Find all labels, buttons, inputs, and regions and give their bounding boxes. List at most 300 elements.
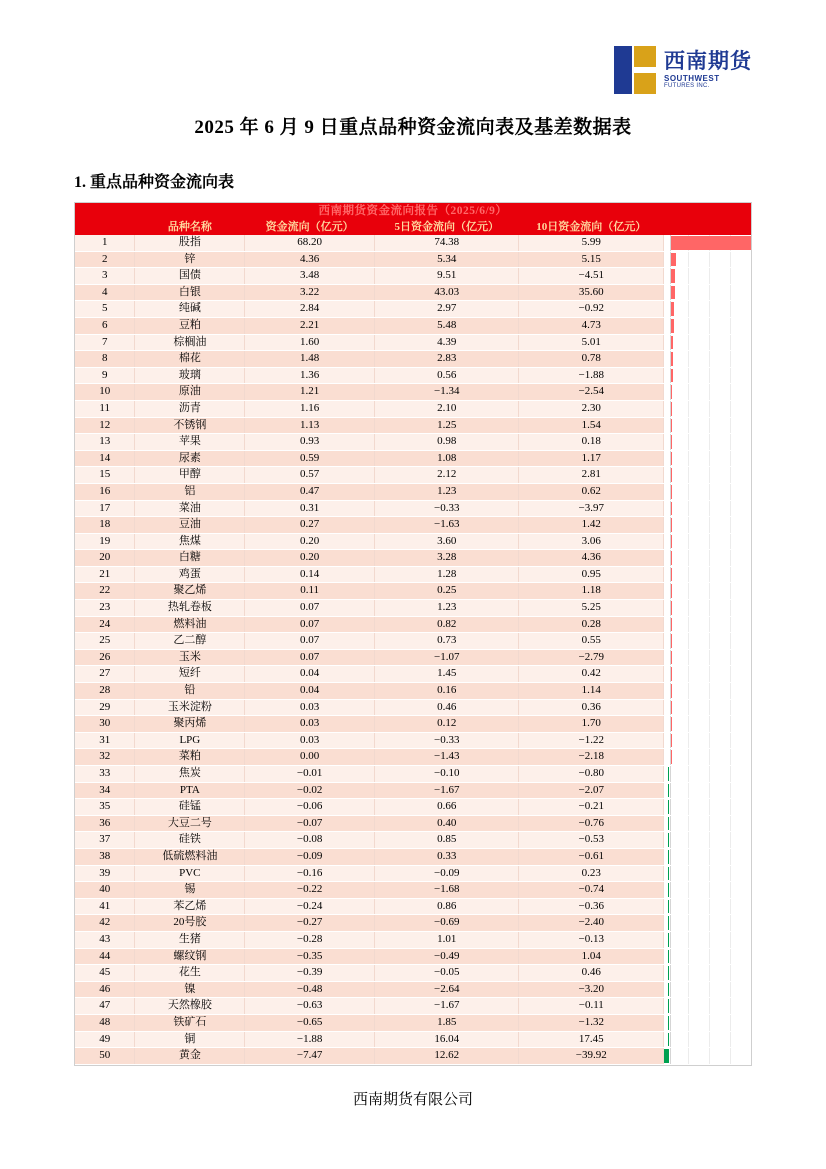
row-flow-10d-value: 0.46	[519, 965, 664, 982]
row-bar	[668, 817, 669, 831]
row-index: 37	[75, 832, 135, 849]
row-flow-10d-value: 1.42	[519, 517, 664, 534]
row-flow-value: 0.57	[245, 467, 375, 484]
row-bar	[671, 518, 672, 532]
row-bar-cell	[664, 965, 751, 982]
row-bar-cell	[664, 384, 751, 401]
table-row	[75, 633, 751, 650]
row-product-name: 白糖	[135, 550, 245, 567]
row-flow-10d-value: 5.99	[519, 235, 664, 251]
row-bar-cell	[664, 998, 751, 1015]
row-bar-cell	[664, 517, 751, 534]
row-flow-value: 0.07	[245, 616, 375, 633]
row-flow-10d-value: 1.04	[519, 948, 664, 965]
row-product-name: 原油	[135, 384, 245, 401]
table-row	[75, 782, 751, 799]
row-bar	[671, 535, 672, 549]
row-bar-cell	[664, 1048, 751, 1065]
row-flow-5d-value: −1.07	[374, 649, 519, 666]
row-flow-value: −0.02	[245, 782, 375, 799]
logo-text	[664, 51, 752, 90]
row-flow-5d-value: −1.63	[374, 517, 519, 534]
table-row	[75, 948, 751, 965]
row-index: 42	[75, 915, 135, 932]
row-flow-10d-value: −0.13	[519, 931, 664, 948]
row-index: 49	[75, 1031, 135, 1048]
row-flow-5d-value: 0.40	[374, 815, 519, 832]
row-flow-10d-value: −0.74	[519, 882, 664, 899]
row-bar	[671, 618, 672, 632]
row-bar	[671, 302, 674, 316]
table-row	[75, 301, 751, 318]
row-bar-cell	[664, 649, 751, 666]
row-flow-5d-value: 0.12	[374, 716, 519, 733]
row-flow-10d-value: 5.15	[519, 251, 664, 268]
row-flow-value: 0.03	[245, 732, 375, 749]
row-index: 18	[75, 517, 135, 534]
table-row	[75, 965, 751, 982]
row-flow-5d-value: 1.01	[374, 931, 519, 948]
row-bar-cell	[664, 351, 751, 368]
row-flow-10d-value: 5.25	[519, 600, 664, 617]
row-product-name: 白银	[135, 284, 245, 301]
row-product-name: 棉花	[135, 351, 245, 368]
table-row	[75, 666, 751, 683]
row-flow-5d-value: 0.85	[374, 832, 519, 849]
table-row	[75, 649, 751, 666]
row-flow-value: 0.47	[245, 483, 375, 500]
row-flow-value: 3.22	[245, 284, 375, 301]
row-flow-10d-value: 0.78	[519, 351, 664, 368]
row-bar-cell	[664, 467, 751, 484]
row-bar-cell	[664, 434, 751, 451]
row-flow-value: 0.04	[245, 683, 375, 700]
row-bar-cell	[664, 633, 751, 650]
row-flow-5d-value: 0.82	[374, 616, 519, 633]
row-product-name: 玻璃	[135, 367, 245, 384]
row-flow-5d-value: −1.34	[374, 384, 519, 401]
row-index: 44	[75, 948, 135, 965]
row-product-name: 甲醇	[135, 467, 245, 484]
row-index: 6	[75, 317, 135, 334]
row-index: 10	[75, 384, 135, 401]
row-bar-cell	[664, 716, 751, 733]
row-index: 46	[75, 981, 135, 998]
row-flow-5d-value: −1.68	[374, 882, 519, 899]
row-flow-value: 0.93	[245, 434, 375, 451]
row-bar	[671, 402, 672, 416]
row-index: 30	[75, 716, 135, 733]
row-bar-cell	[664, 799, 751, 816]
row-product-name: 玉米淀粉	[135, 699, 245, 716]
row-flow-5d-value: 2.12	[374, 467, 519, 484]
row-bar	[668, 1033, 670, 1047]
row-flow-5d-value: 1.28	[374, 566, 519, 583]
row-bar-cell	[664, 931, 751, 948]
row-product-name: 铁矿石	[135, 1014, 245, 1031]
row-bar-cell	[664, 683, 751, 700]
row-flow-value: −0.35	[245, 948, 375, 965]
row-index: 28	[75, 683, 135, 700]
row-flow-5d-value: 2.83	[374, 351, 519, 368]
row-bar	[671, 551, 672, 565]
row-bar	[668, 833, 669, 847]
row-bar	[671, 319, 674, 333]
row-flow-5d-value: 74.38	[374, 235, 519, 251]
row-bar-cell	[664, 334, 751, 351]
row-index: 23	[75, 600, 135, 617]
row-flow-10d-value: 2.81	[519, 467, 664, 484]
table-row	[75, 931, 751, 948]
row-flow-5d-value: 1.25	[374, 417, 519, 434]
row-flow-value: 3.48	[245, 268, 375, 285]
row-bar	[671, 269, 675, 283]
row-flow-5d-value: 1.45	[374, 666, 519, 683]
row-product-name: 铝	[135, 483, 245, 500]
row-flow-5d-value: 1.85	[374, 1014, 519, 1031]
row-flow-10d-value: 0.62	[519, 483, 664, 500]
row-index: 2	[75, 251, 135, 268]
table-row	[75, 367, 751, 384]
row-product-name: 股指	[135, 235, 245, 251]
row-flow-value: 0.04	[245, 666, 375, 683]
row-flow-10d-value: 0.23	[519, 865, 664, 882]
row-index: 3	[75, 268, 135, 285]
company-logo	[614, 46, 752, 94]
page-footer: 西南期货有限公司	[352, 1092, 473, 1108]
table-row	[75, 467, 751, 484]
row-product-name: 铜	[135, 1031, 245, 1048]
row-flow-10d-value: −0.76	[519, 815, 664, 832]
row-bar	[671, 485, 672, 499]
row-flow-value: 2.21	[245, 317, 375, 334]
row-flow-10d-value: 4.36	[519, 550, 664, 567]
row-product-name: 纯碱	[135, 301, 245, 318]
row-flow-value: 0.14	[245, 566, 375, 583]
row-flow-10d-value: 0.95	[519, 566, 664, 583]
table-row	[75, 583, 751, 600]
row-flow-5d-value: 0.98	[374, 434, 519, 451]
table-row	[75, 251, 751, 268]
row-flow-10d-value: −39.92	[519, 1048, 664, 1065]
row-flow-5d-value: −0.10	[374, 766, 519, 783]
table-row	[75, 1031, 751, 1048]
row-bar	[671, 385, 672, 399]
row-flow-10d-value: 0.18	[519, 434, 664, 451]
row-flow-5d-value: −1.67	[374, 782, 519, 799]
row-flow-value: −0.65	[245, 1014, 375, 1031]
row-index: 50	[75, 1048, 135, 1065]
row-flow-10d-value: −2.18	[519, 749, 664, 766]
row-bar-cell	[664, 666, 751, 683]
row-flow-10d-value: 35.60	[519, 284, 664, 301]
row-index: 41	[75, 898, 135, 915]
col-header-chart	[664, 219, 751, 235]
row-product-name: 聚丙烯	[135, 716, 245, 733]
row-bar-cell	[664, 1014, 751, 1031]
row-flow-10d-value: −0.80	[519, 766, 664, 783]
row-bar-cell	[664, 417, 751, 434]
row-flow-10d-value: 1.54	[519, 417, 664, 434]
row-bar-cell	[664, 600, 751, 617]
row-index: 12	[75, 417, 135, 434]
section-title-1: 1. 重点品种资金流向表	[74, 174, 235, 191]
row-bar	[668, 850, 669, 864]
row-flow-value: −0.28	[245, 931, 375, 948]
row-flow-10d-value: −2.40	[519, 915, 664, 932]
row-flow-5d-value: 1.08	[374, 450, 519, 467]
row-flow-value: −0.06	[245, 799, 375, 816]
row-bar	[671, 684, 672, 698]
table-banner-text: 西南期货资金流向报告（2025/6/9）	[75, 203, 751, 219]
row-bar	[664, 1049, 669, 1063]
row-flow-value: 0.07	[245, 600, 375, 617]
row-flow-5d-value: 0.46	[374, 699, 519, 716]
row-flow-10d-value: 4.73	[519, 317, 664, 334]
row-product-name: PTA	[135, 782, 245, 799]
table-header-row	[75, 219, 751, 235]
table-row	[75, 732, 751, 749]
row-flow-5d-value: 12.62	[374, 1048, 519, 1065]
row-index: 32	[75, 749, 135, 766]
row-flow-5d-value: 1.23	[374, 600, 519, 617]
row-index: 1	[75, 235, 135, 251]
row-bar-cell	[664, 500, 751, 517]
row-bar-cell	[664, 400, 751, 417]
row-product-name: 花生	[135, 965, 245, 982]
row-bar-cell	[664, 882, 751, 899]
row-flow-10d-value: −3.20	[519, 981, 664, 998]
row-flow-5d-value: 3.60	[374, 533, 519, 550]
row-bar-cell	[664, 815, 751, 832]
row-flow-10d-value: 0.42	[519, 666, 664, 683]
row-index: 8	[75, 351, 135, 368]
row-index: 26	[75, 649, 135, 666]
row-bar	[671, 419, 672, 433]
row-bar	[668, 767, 669, 781]
row-flow-5d-value: −0.33	[374, 500, 519, 517]
row-product-name: 镍	[135, 981, 245, 998]
row-flow-value: −0.16	[245, 865, 375, 882]
col-header-flow-5d: 5日资金流向（亿元）	[374, 219, 519, 235]
row-flow-5d-value: 2.97	[374, 301, 519, 318]
row-bar	[668, 966, 669, 980]
col-header-flow: 资金流向（亿元）	[245, 219, 375, 235]
row-flow-value: 0.20	[245, 550, 375, 567]
row-index: 38	[75, 848, 135, 865]
row-product-name: 锌	[135, 251, 245, 268]
row-index: 36	[75, 815, 135, 832]
row-product-name: LPG	[135, 732, 245, 749]
row-bar-cell	[664, 749, 751, 766]
row-index: 9	[75, 367, 135, 384]
row-bar-cell	[664, 766, 751, 783]
row-bar-cell	[664, 550, 751, 567]
row-flow-value: −0.39	[245, 965, 375, 982]
row-index: 19	[75, 533, 135, 550]
row-flow-value: 0.59	[245, 450, 375, 467]
row-flow-value: 1.36	[245, 367, 375, 384]
fund-flow-table-wrapper	[74, 202, 752, 1066]
row-flow-10d-value: 1.17	[519, 450, 664, 467]
table-row	[75, 832, 751, 849]
row-product-name: 棕榈油	[135, 334, 245, 351]
logo-mark-icon	[614, 46, 656, 94]
table-row	[75, 268, 751, 285]
row-index: 43	[75, 931, 135, 948]
row-flow-10d-value: −0.53	[519, 832, 664, 849]
row-bar	[671, 701, 672, 715]
row-bar	[668, 1016, 669, 1030]
row-flow-value: 0.27	[245, 517, 375, 534]
row-flow-value: 1.48	[245, 351, 375, 368]
row-product-name: 锡	[135, 882, 245, 899]
row-index: 24	[75, 616, 135, 633]
row-product-name: 不锈钢	[135, 417, 245, 434]
row-index: 35	[75, 799, 135, 816]
row-bar	[668, 800, 669, 814]
row-bar	[668, 999, 669, 1013]
row-bar	[668, 784, 669, 798]
row-bar-cell	[664, 782, 751, 799]
row-bar-cell	[664, 981, 751, 998]
table-row	[75, 566, 751, 583]
row-flow-5d-value: 5.48	[374, 317, 519, 334]
row-bar	[671, 651, 672, 665]
row-bar-cell	[664, 450, 751, 467]
row-flow-value: −0.24	[245, 898, 375, 915]
row-index: 21	[75, 566, 135, 583]
row-product-name: 乙二醇	[135, 633, 245, 650]
row-bar-cell	[664, 948, 751, 965]
col-header-name: 品种名称	[135, 219, 245, 235]
row-flow-5d-value: −0.33	[374, 732, 519, 749]
row-bar	[668, 900, 669, 914]
row-bar-cell	[664, 898, 751, 915]
row-product-name: 玉米	[135, 649, 245, 666]
row-index: 15	[75, 467, 135, 484]
row-flow-5d-value: 0.25	[374, 583, 519, 600]
row-bar	[668, 933, 669, 947]
row-bar	[671, 568, 672, 582]
row-product-name: 豆粕	[135, 317, 245, 334]
row-bar-cell	[664, 865, 751, 882]
row-product-name: 豆油	[135, 517, 245, 534]
row-flow-5d-value: −0.09	[374, 865, 519, 882]
row-flow-10d-value: 1.14	[519, 683, 664, 700]
row-flow-value: 1.16	[245, 400, 375, 417]
row-product-name: 硅铁	[135, 832, 245, 849]
row-bar	[671, 336, 673, 350]
row-product-name: 热轧卷板	[135, 600, 245, 617]
table-row	[75, 533, 751, 550]
row-index: 25	[75, 633, 135, 650]
col-header-index	[75, 219, 135, 235]
row-bar-cell	[664, 301, 751, 318]
table-row	[75, 898, 751, 915]
page-title: 2025 年 6 月 9 日重点品种资金流向表及基差数据表	[194, 117, 632, 138]
row-bar	[671, 236, 751, 250]
row-bar-cell	[664, 268, 751, 285]
row-bar-cell	[664, 848, 751, 865]
row-flow-10d-value: 0.36	[519, 699, 664, 716]
row-bar-cell	[664, 533, 751, 550]
row-index: 40	[75, 882, 135, 899]
table-row	[75, 434, 751, 451]
row-index: 31	[75, 732, 135, 749]
row-flow-10d-value: −0.36	[519, 898, 664, 915]
row-flow-5d-value: 0.33	[374, 848, 519, 865]
row-product-name: 螺纹钢	[135, 948, 245, 965]
row-bar-cell	[664, 317, 751, 334]
row-flow-value: −0.27	[245, 915, 375, 932]
row-product-name: 菜粕	[135, 749, 245, 766]
row-product-name: 硅锰	[135, 799, 245, 816]
row-product-name: PVC	[135, 865, 245, 882]
table-row	[75, 749, 751, 766]
row-index: 17	[75, 500, 135, 517]
row-flow-10d-value: 3.06	[519, 533, 664, 550]
row-flow-value: 0.07	[245, 633, 375, 650]
logo-company-name-cn: 西南期货	[664, 49, 752, 73]
row-flow-10d-value: 17.45	[519, 1031, 664, 1048]
table-row	[75, 915, 751, 932]
row-flow-10d-value: 1.18	[519, 583, 664, 600]
table-row	[75, 450, 751, 467]
row-bar	[668, 950, 669, 964]
row-flow-10d-value: 2.30	[519, 400, 664, 417]
row-bar	[668, 916, 669, 930]
table-row	[75, 500, 751, 517]
table-row	[75, 317, 751, 334]
row-product-name: 铅	[135, 683, 245, 700]
row-index: 4	[75, 284, 135, 301]
row-flow-5d-value: 0.66	[374, 799, 519, 816]
row-bar	[671, 435, 672, 449]
row-bar-cell	[664, 616, 751, 633]
fund-flow-table	[75, 203, 751, 1065]
row-flow-value: 1.13	[245, 417, 375, 434]
row-flow-value: −0.48	[245, 981, 375, 998]
row-flow-10d-value: 1.70	[519, 716, 664, 733]
table-row	[75, 799, 751, 816]
row-bar	[671, 369, 673, 383]
table-row	[75, 400, 751, 417]
row-bar-cell	[664, 732, 751, 749]
row-flow-5d-value: −1.67	[374, 998, 519, 1015]
table-row	[75, 1014, 751, 1031]
table-row	[75, 284, 751, 301]
row-index: 16	[75, 483, 135, 500]
row-bar	[671, 468, 672, 482]
row-bar	[668, 883, 669, 897]
row-product-name: 20号胶	[135, 915, 245, 932]
row-flow-10d-value: 0.28	[519, 616, 664, 633]
row-product-name: 菜油	[135, 500, 245, 517]
row-flow-value: −1.88	[245, 1031, 375, 1048]
row-bar-cell	[664, 699, 751, 716]
logo-company-name-en2: FUTURES INC.	[664, 83, 710, 90]
row-flow-10d-value: −2.79	[519, 649, 664, 666]
row-bar-cell	[664, 483, 751, 500]
table-row	[75, 600, 751, 617]
table-row	[75, 766, 751, 783]
row-flow-10d-value: −1.22	[519, 732, 664, 749]
row-flow-10d-value: −3.97	[519, 500, 664, 517]
row-flow-value: 0.11	[245, 583, 375, 600]
table-row	[75, 716, 751, 733]
row-index: 48	[75, 1014, 135, 1031]
